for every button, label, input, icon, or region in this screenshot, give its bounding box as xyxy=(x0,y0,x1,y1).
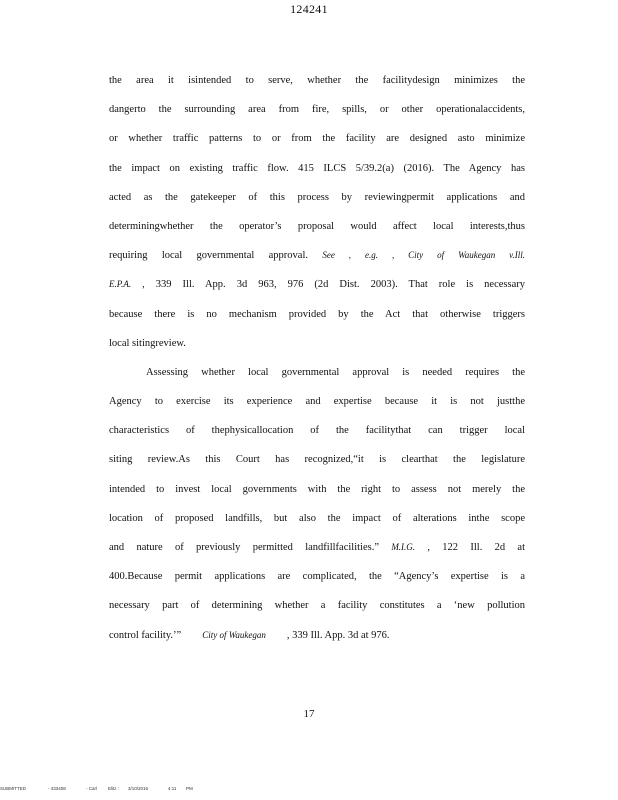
paragraph2-line5: intended to invest local governments with the right to assess not merely the xyxy=(109,483,525,495)
citation-epa: E.P.A. xyxy=(109,279,132,290)
paragraph2-line9: necessary part of determining whether a facility constitutes a ‘new pollution xyxy=(109,600,525,612)
citation-waukegan: See , e.g. , City of Waukegan v.Ill. xyxy=(322,250,526,261)
paragraph1-line4: the impact on existing traffic flow. 415 ILCS 5/39.2(a) (2016). The Agency has xyxy=(109,162,525,174)
footer-id: - 433408 xyxy=(48,786,66,791)
footer-date: 3/10/2016 xyxy=(128,786,149,791)
footer-ampm: PM xyxy=(186,786,193,791)
paragraph2-line8: 400.Because permit applications are complicated, the “Agency’s expertise is a xyxy=(109,571,525,583)
footer-label: Elitz : xyxy=(108,786,120,791)
page-number: 17 xyxy=(303,708,315,720)
brief-body-text xyxy=(109,66,525,650)
paragraph1-line8 xyxy=(109,270,525,299)
paragraph2-line3: characteristics of thephysicallocation of the facilitythat can trigger local xyxy=(109,425,525,437)
paragraph2-line2: Agency to exercise its experience and expertise because it is not justthe xyxy=(109,396,525,408)
paragraph2-line6: location of proposed landfills, but also the impact of alterations inthe scope xyxy=(109,512,525,524)
paragraph2-line7 xyxy=(109,533,525,562)
document-number-header: 124241 xyxy=(290,2,328,16)
paragraph1-line10: local sitingreview. xyxy=(109,337,186,349)
paragraph1-line9: because there is no mechanism provided by the Act that otherwise triggers xyxy=(109,308,525,320)
paragraph2-line7-pin: , 122 Ill. 2d at xyxy=(427,542,526,553)
footer-time: 4:11 xyxy=(168,786,177,791)
paragraph1-line7 xyxy=(109,241,525,270)
paragraph1-line1: the area it isintended to serve, whether the facilitydesign minimizes the xyxy=(109,75,525,86)
footer-case: - Carl xyxy=(86,786,97,791)
paragraph2-line10-text: control facility.’” xyxy=(109,629,182,641)
paragraph2-line1: Assessing whether local governmental approval is needed requires the xyxy=(146,366,525,378)
paragraph1-line7-text: requiring local governmental approval. xyxy=(109,250,308,262)
citation-waukegan-2: City of Waukegan xyxy=(202,629,266,640)
paragraph2-line4: siting review.As this Court has recognized,“it is clearthat the legislature xyxy=(109,454,525,466)
paragraph1-line2: dangerto the surrounding area from fire, spills, or other operationalaccidents, xyxy=(109,104,525,116)
footer-status: SUBMITTED xyxy=(0,786,27,791)
paragraph2-line10 xyxy=(109,621,525,650)
paragraph2-line7-text: and nature of previously permitted landfillfacilities.” xyxy=(109,542,379,553)
paragraph1-line6: determiningwhether the operator’s proposal would affect local interests,thus xyxy=(109,220,525,232)
paragraph2-line10-pin: , 339 Ill. App. 3d at 976. xyxy=(286,629,390,641)
paragraph1-line3: or whether traffic patterns to or from the facility are designed asto minimize xyxy=(109,133,525,145)
paragraph1-line8-text: , 339 Ill. App. 3d 963, 976 (2d Dist. 2003). That role is necessary xyxy=(142,279,525,291)
citation-mig: M.I.G. xyxy=(391,542,416,552)
paragraph1-line5: acted as the gatekeeper of this process by reviewingpermit applications and xyxy=(109,191,525,203)
